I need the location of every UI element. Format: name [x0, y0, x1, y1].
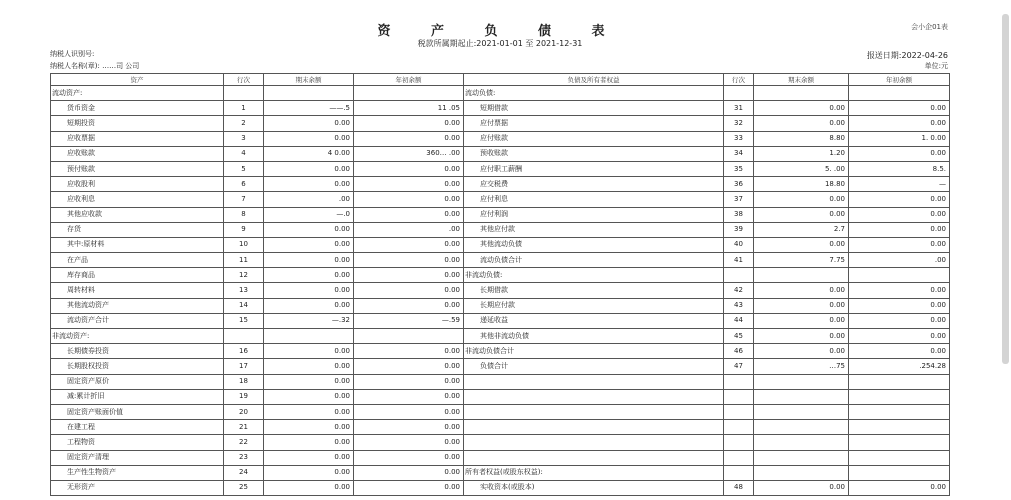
liability-begin-balance-cell	[849, 465, 950, 480]
asset-begin-balance-cell: 0.00	[354, 177, 464, 192]
asset-item-cell: 短期投资	[51, 116, 224, 131]
asset-begin-balance-cell: 0.00	[354, 359, 464, 374]
asset-item-cell: 长期股权投资	[51, 359, 224, 374]
asset-end-balance-cell: 0.00	[264, 480, 354, 495]
asset-begin-balance-cell: 0.00	[354, 374, 464, 389]
table-row	[51, 465, 950, 480]
asset-end-balance-cell: .00	[264, 192, 354, 207]
liability-item-cell	[464, 450, 724, 465]
liability-begin-balance-cell: 0.00	[849, 283, 950, 298]
liability-line-cell	[724, 465, 754, 480]
asset-end-balance-cell: 0.00	[264, 420, 354, 435]
asset-end-balance-cell: 0.00	[264, 404, 354, 419]
table-header-row	[51, 74, 950, 86]
table-row	[51, 177, 950, 192]
liability-begin-balance-cell	[849, 389, 950, 404]
liability-begin-balance-cell: 1. 0.00	[849, 131, 950, 146]
asset-item-cell: 周转材料	[51, 283, 224, 298]
liability-item-cell: 所有者权益(或股东权益):	[464, 465, 724, 480]
asset-line-cell: 15	[224, 313, 264, 328]
liability-line-cell	[724, 374, 754, 389]
asset-end-balance-cell	[264, 86, 354, 101]
asset-end-balance-cell: 0.00	[264, 465, 354, 480]
liability-line-cell	[724, 450, 754, 465]
asset-item-cell: 其他流动资产	[51, 298, 224, 313]
asset-line-cell: 25	[224, 480, 264, 495]
liability-item-cell: 应付利息	[464, 192, 724, 207]
liability-item-cell: 应交税费	[464, 177, 724, 192]
asset-line-cell: 3	[224, 131, 264, 146]
asset-item-cell: 应收账款	[51, 146, 224, 161]
asset-begin-balance-cell: 0.00	[354, 389, 464, 404]
asset-item-cell: 货币资金	[51, 101, 224, 116]
asset-begin-balance-cell: 0.00	[354, 480, 464, 495]
table-row	[51, 359, 950, 374]
table-row	[51, 131, 950, 146]
asset-item-cell: 长期债券投资	[51, 344, 224, 359]
liability-line-cell	[724, 404, 754, 419]
liability-begin-balance-cell: 0.00	[849, 207, 950, 222]
liability-line-cell: 41	[724, 253, 754, 268]
asset-begin-balance-cell: 11 .05	[354, 101, 464, 116]
liability-item-cell	[464, 389, 724, 404]
liability-line-cell: 46	[724, 344, 754, 359]
liability-item-cell: 应付票据	[464, 116, 724, 131]
header-end-balance-2: 期末余额	[754, 74, 849, 86]
asset-line-cell: 12	[224, 268, 264, 283]
asset-item-cell: 流动资产合计	[51, 313, 224, 328]
tax-period: 税款所属期起止:2021-01-01 至 2021-12-31	[417, 39, 583, 48]
liability-begin-balance-cell: 0.00	[849, 313, 950, 328]
liability-line-cell: 35	[724, 161, 754, 176]
liability-line-cell: 33	[724, 131, 754, 146]
page-title: 资 产 负 债 表	[377, 24, 623, 39]
liability-begin-balance-cell: 0.00	[849, 192, 950, 207]
asset-begin-balance-cell: 0.00	[354, 450, 464, 465]
liability-end-balance-cell: 7.75	[754, 253, 849, 268]
liability-item-cell: 流动负债合计	[464, 253, 724, 268]
asset-item-cell: 其中:原材料	[51, 237, 224, 252]
liability-item-cell: 实收资本(或股本)	[464, 480, 724, 495]
table-row	[51, 313, 950, 328]
liability-end-balance-cell: 2.7	[754, 222, 849, 237]
liability-begin-balance-cell	[849, 268, 950, 283]
liability-line-cell: 48	[724, 480, 754, 495]
liability-item-cell	[464, 404, 724, 419]
liability-end-balance-cell: 0.00	[754, 298, 849, 313]
liability-item-cell: 长期应付款	[464, 298, 724, 313]
liability-end-balance-cell: 0.00	[754, 344, 849, 359]
header-liabilities: 负债及所有者权益	[464, 74, 724, 86]
asset-item-cell: 存货	[51, 222, 224, 237]
liability-item-cell: 应付职工薪酬	[464, 161, 724, 176]
asset-item-cell: 固定资产清理	[51, 450, 224, 465]
asset-begin-balance-cell: 0.00	[354, 435, 464, 450]
asset-line-cell: 11	[224, 253, 264, 268]
liability-line-cell	[724, 268, 754, 283]
asset-begin-balance-cell: 0.00	[354, 131, 464, 146]
liability-begin-balance-cell	[849, 420, 950, 435]
liability-item-cell: 长期借款	[464, 283, 724, 298]
liability-end-balance-cell	[754, 389, 849, 404]
asset-item-cell: 工程物资	[51, 435, 224, 450]
liability-end-balance-cell	[754, 268, 849, 283]
asset-line-cell: 6	[224, 177, 264, 192]
liability-begin-balance-cell	[849, 86, 950, 101]
table-row	[51, 86, 950, 101]
asset-end-balance-cell: 0.00	[264, 389, 354, 404]
asset-line-cell: 5	[224, 161, 264, 176]
liability-end-balance-cell	[754, 435, 849, 450]
table-row	[51, 207, 950, 222]
liability-end-balance-cell	[754, 450, 849, 465]
liability-end-balance-cell	[754, 374, 849, 389]
asset-item-cell: 减:累计折旧	[51, 389, 224, 404]
liability-item-cell: 其他应付款	[464, 222, 724, 237]
asset-line-cell: 16	[224, 344, 264, 359]
table-row	[51, 420, 950, 435]
asset-begin-balance-cell: 0.00	[354, 192, 464, 207]
liability-line-cell: 37	[724, 192, 754, 207]
liability-begin-balance-cell: 0.00	[849, 344, 950, 359]
liability-end-balance-cell: 0.00	[754, 237, 849, 252]
liability-end-balance-cell: 0.00	[754, 207, 849, 222]
asset-begin-balance-cell: 0.00	[354, 404, 464, 419]
liability-end-balance-cell: 0.00	[754, 116, 849, 131]
table-row	[51, 268, 950, 283]
asset-line-cell: 13	[224, 283, 264, 298]
asset-line-cell: 22	[224, 435, 264, 450]
liability-item-cell: 非流动负债:	[464, 268, 724, 283]
liability-begin-balance-cell: 0.00	[849, 222, 950, 237]
asset-end-balance-cell: 0.00	[264, 374, 354, 389]
asset-line-cell: 18	[224, 374, 264, 389]
liability-begin-balance-cell	[849, 450, 950, 465]
liability-end-balance-cell: …75	[754, 359, 849, 374]
liability-begin-balance-cell: 8.5.	[849, 161, 950, 176]
asset-line-cell: 2	[224, 116, 264, 131]
table-row	[51, 116, 950, 131]
asset-begin-balance-cell: 0.00	[354, 344, 464, 359]
liability-line-cell	[724, 435, 754, 450]
report-date: 报送日期:2022-04-26	[866, 51, 948, 60]
table-row	[51, 222, 950, 237]
asset-end-balance-cell: 0.00	[264, 283, 354, 298]
asset-begin-balance-cell: 0.00	[354, 298, 464, 313]
liability-end-balance-cell: 8.80	[754, 131, 849, 146]
asset-item-cell: 无形资产	[51, 480, 224, 495]
asset-item-cell: 预付账款	[51, 161, 224, 176]
liability-begin-balance-cell: 0.00	[849, 101, 950, 116]
liability-begin-balance-cell: .254.28	[849, 359, 950, 374]
table-row	[51, 404, 950, 419]
liability-end-balance-cell: 18.80	[754, 177, 849, 192]
taxpayer-name	[50, 61, 139, 71]
asset-end-balance-cell: 0.00	[264, 359, 354, 374]
liability-end-balance-cell: 0.00	[754, 101, 849, 116]
liability-line-cell: 39	[724, 222, 754, 237]
asset-begin-balance-cell: 360… .00	[354, 146, 464, 161]
asset-line-cell: 8	[224, 207, 264, 222]
vertical-scrollbar[interactable]	[1002, 14, 1009, 364]
asset-end-balance-cell: 0.00	[264, 237, 354, 252]
liability-item-cell: 应付利润	[464, 207, 724, 222]
liability-line-cell: 44	[724, 313, 754, 328]
asset-end-balance-cell	[264, 329, 354, 344]
liability-line-cell: 43	[724, 298, 754, 313]
asset-item-cell: 固定资产原价	[51, 374, 224, 389]
asset-line-cell: 9	[224, 222, 264, 237]
table-row	[51, 389, 950, 404]
asset-begin-balance-cell: 0.00	[354, 237, 464, 252]
liability-item-cell	[464, 435, 724, 450]
asset-end-balance-cell: 0.00	[264, 450, 354, 465]
asset-item-cell: 生产性生物资产	[51, 465, 224, 480]
asset-end-balance-cell: 0.00	[264, 222, 354, 237]
asset-end-balance-cell: ——.5	[264, 101, 354, 116]
header-line: 行次	[224, 74, 264, 86]
liability-end-balance-cell	[754, 86, 849, 101]
table-row	[51, 192, 950, 207]
liability-line-cell	[724, 86, 754, 101]
asset-line-cell: 24	[224, 465, 264, 480]
asset-end-balance-cell: 0.00	[264, 344, 354, 359]
table-row	[51, 161, 950, 176]
asset-line-cell: 1	[224, 101, 264, 116]
liability-begin-balance-cell: 0.00	[849, 329, 950, 344]
table-row	[51, 283, 950, 298]
asset-line-cell	[224, 329, 264, 344]
asset-item-cell: 应收票据	[51, 131, 224, 146]
liability-line-cell: 34	[724, 146, 754, 161]
asset-begin-balance-cell: 0.00	[354, 161, 464, 176]
asset-end-balance-cell: 0.00	[264, 435, 354, 450]
asset-item-cell: 固定资产账面价值	[51, 404, 224, 419]
asset-end-balance-cell: 0.00	[264, 116, 354, 131]
asset-item-cell: 在建工程	[51, 420, 224, 435]
asset-end-balance-cell: —.0	[264, 207, 354, 222]
table-row	[51, 101, 950, 116]
asset-begin-balance-cell: 0.00	[354, 283, 464, 298]
liability-begin-balance-cell: —	[849, 177, 950, 192]
asset-begin-balance-cell	[354, 329, 464, 344]
asset-end-balance-cell: —.32	[264, 313, 354, 328]
asset-line-cell: 19	[224, 389, 264, 404]
taxpayer-id-label: 纳税人识别号:	[50, 50, 95, 58]
liability-end-balance-cell	[754, 420, 849, 435]
asset-item-cell: 应收股利	[51, 177, 224, 192]
table-row	[51, 435, 950, 450]
header-asset: 资产	[51, 74, 224, 86]
table-row	[51, 329, 950, 344]
liability-item-cell: 流动负债:	[464, 86, 724, 101]
table-row	[51, 253, 950, 268]
liability-item-cell: 应付账款	[464, 131, 724, 146]
liability-line-cell: 40	[724, 237, 754, 252]
liability-item-cell: 短期借款	[464, 101, 724, 116]
table-row	[51, 450, 950, 465]
asset-item-cell: 库存商品	[51, 268, 224, 283]
header-end-balance: 期末余额	[264, 74, 354, 86]
asset-line-cell	[224, 86, 264, 101]
liability-item-cell: 预收账款	[464, 146, 724, 161]
asset-begin-balance-cell: 0.00	[354, 207, 464, 222]
asset-begin-balance-cell	[354, 86, 464, 101]
table-row	[51, 146, 950, 161]
asset-item-cell: 非流动资产:	[51, 329, 224, 344]
asset-end-balance-cell: 0.00	[264, 161, 354, 176]
liability-end-balance-cell	[754, 465, 849, 480]
form-code: 会小企01表	[911, 23, 948, 31]
asset-begin-balance-cell: 0.00	[354, 420, 464, 435]
liability-line-cell: 31	[724, 101, 754, 116]
liability-line-cell: 42	[724, 283, 754, 298]
asset-end-balance-cell: 4 0.00	[264, 146, 354, 161]
asset-begin-balance-cell: 0.00	[354, 268, 464, 283]
liability-begin-balance-cell: 0.00	[849, 480, 950, 495]
asset-end-balance-cell: 0.00	[264, 253, 354, 268]
table-row	[51, 344, 950, 359]
asset-line-cell: 14	[224, 298, 264, 313]
table-row	[51, 298, 950, 313]
taxpayer-name-label: 纳税人名称(章):	[50, 62, 100, 70]
liability-item-cell: 其他非流动负债	[464, 329, 724, 344]
asset-line-cell: 4	[224, 146, 264, 161]
table-row	[51, 480, 950, 495]
liability-begin-balance-cell: 0.00	[849, 146, 950, 161]
liability-end-balance-cell	[754, 404, 849, 419]
asset-end-balance-cell: 0.00	[264, 298, 354, 313]
asset-item-cell: 其他应收款	[51, 207, 224, 222]
liability-line-cell: 32	[724, 116, 754, 131]
table-row	[51, 237, 950, 252]
taxpayer-name-value: ……司 公司	[102, 62, 140, 70]
liability-item-cell: 负债合计	[464, 359, 724, 374]
asset-item-cell: 应收利息	[51, 192, 224, 207]
liability-end-balance-cell: 0.00	[754, 192, 849, 207]
asset-item-cell: 流动资产:	[51, 86, 224, 101]
asset-end-balance-cell: 0.00	[264, 268, 354, 283]
liability-item-cell	[464, 420, 724, 435]
asset-line-cell: 20	[224, 404, 264, 419]
liability-item-cell: 非流动负债合计	[464, 344, 724, 359]
asset-begin-balance-cell: —.59	[354, 313, 464, 328]
asset-line-cell: 10	[224, 237, 264, 252]
liability-line-cell: 38	[724, 207, 754, 222]
liability-item-cell: 递延收益	[464, 313, 724, 328]
liability-end-balance-cell: 1.20	[754, 146, 849, 161]
liability-begin-balance-cell: 0.00	[849, 298, 950, 313]
liability-begin-balance-cell	[849, 374, 950, 389]
asset-item-cell: 在产品	[51, 253, 224, 268]
header-begin-balance-2: 年初余额	[849, 74, 950, 86]
liability-item-cell: 其他流动负债	[464, 237, 724, 252]
liability-end-balance-cell: 0.00	[754, 480, 849, 495]
liability-begin-balance-cell	[849, 404, 950, 419]
asset-line-cell: 7	[224, 192, 264, 207]
liability-begin-balance-cell: 0.00	[849, 237, 950, 252]
liability-begin-balance-cell	[849, 435, 950, 450]
asset-begin-balance-cell: 0.00	[354, 253, 464, 268]
asset-begin-balance-cell: .00	[354, 222, 464, 237]
liability-end-balance-cell: 0.00	[754, 283, 849, 298]
liability-end-balance-cell: 5. .00	[754, 161, 849, 176]
asset-end-balance-cell: 0.00	[264, 131, 354, 146]
table-row	[51, 374, 950, 389]
liability-end-balance-cell: 0.00	[754, 313, 849, 328]
liability-begin-balance-cell: 0.00	[849, 116, 950, 131]
liability-line-cell	[724, 420, 754, 435]
asset-line-cell: 23	[224, 450, 264, 465]
asset-line-cell: 17	[224, 359, 264, 374]
balance-sheet-table	[50, 73, 950, 496]
asset-begin-balance-cell: 0.00	[354, 465, 464, 480]
header-line-2: 行次	[724, 74, 754, 86]
liability-item-cell	[464, 374, 724, 389]
currency-unit: 单位:元	[924, 62, 948, 70]
liability-begin-balance-cell: .00	[849, 253, 950, 268]
header-begin-balance: 年初余额	[354, 74, 464, 86]
asset-line-cell: 21	[224, 420, 264, 435]
asset-end-balance-cell: 0.00	[264, 177, 354, 192]
asset-begin-balance-cell: 0.00	[354, 116, 464, 131]
liability-line-cell	[724, 389, 754, 404]
liability-line-cell: 45	[724, 329, 754, 344]
liability-line-cell: 47	[724, 359, 754, 374]
liability-end-balance-cell: 0.00	[754, 329, 849, 344]
liability-line-cell: 36	[724, 177, 754, 192]
